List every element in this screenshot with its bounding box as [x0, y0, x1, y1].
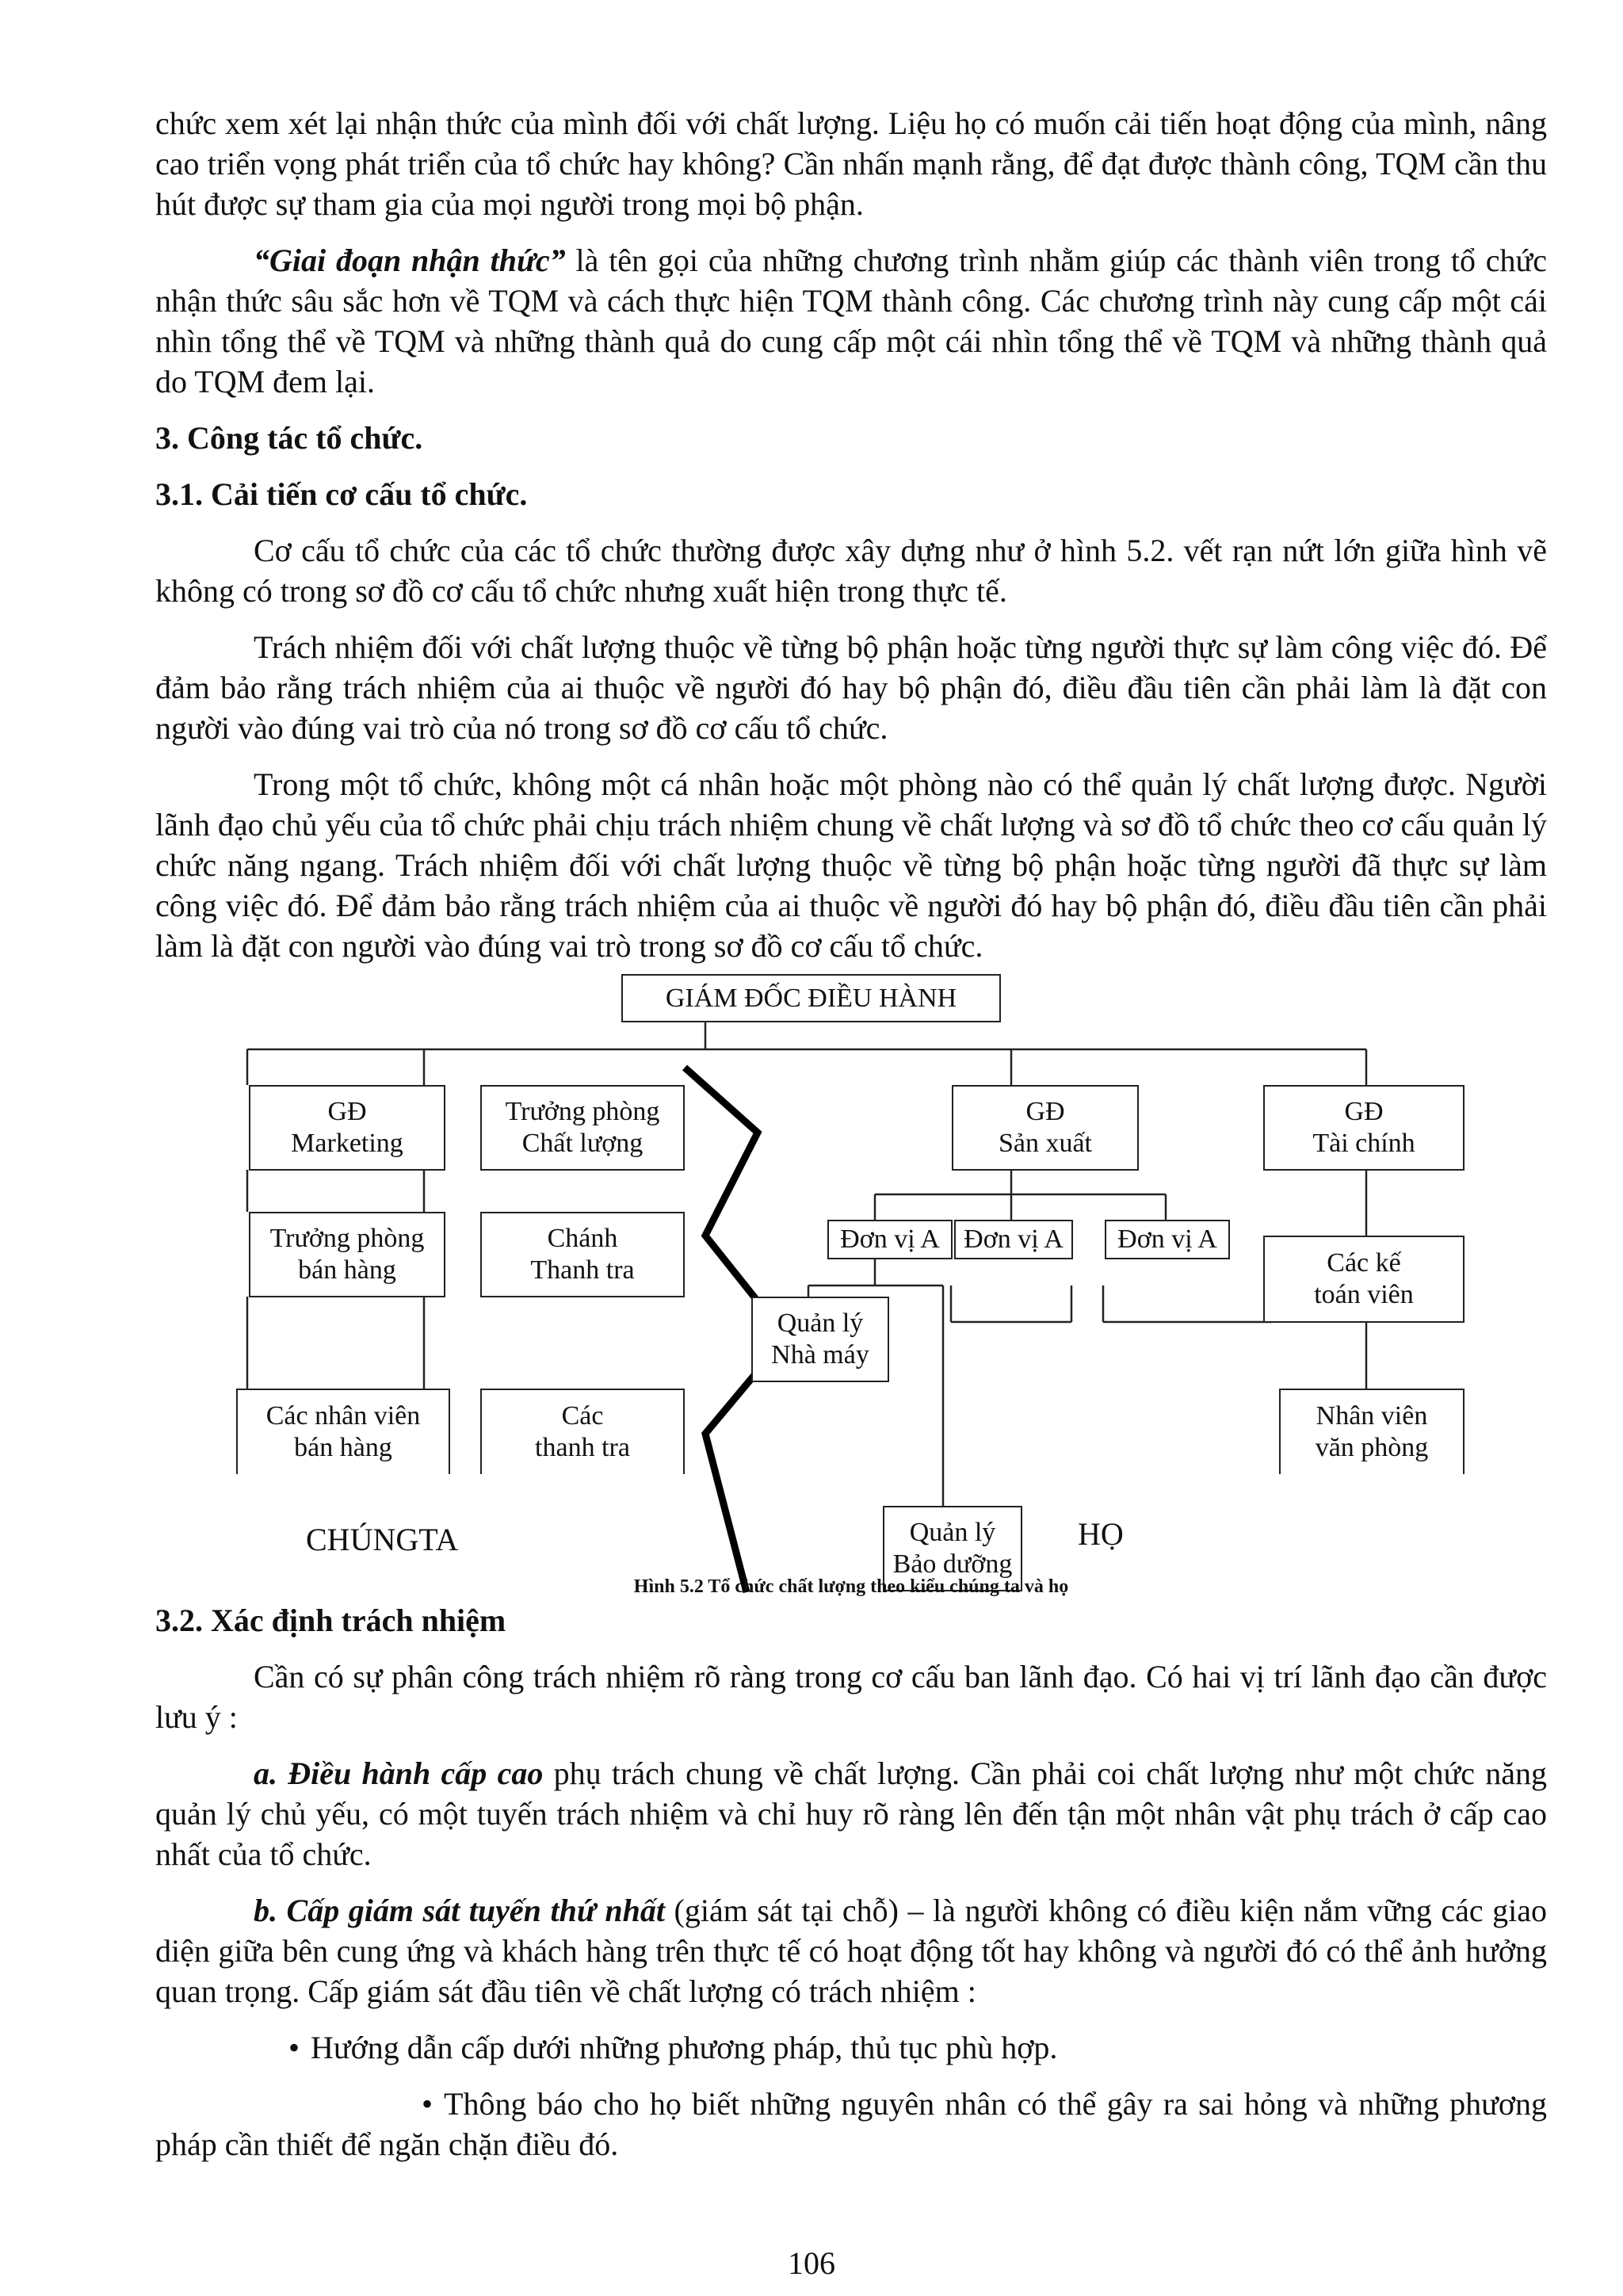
paragraph-5: Trong một tổ chức, không một cá nhân hoặc một phòng nào có thể quản lý chất lượng được. Người lãnh đạo chủ yếu của tổ chức phải chịu trách nhiệm chung về chất lượng và sơ đồ tổ chức theo cơ cấu quản lý chức năng ngang. Trách nhiệm đối với chất lượng thuộc về từng bộ phận hoặc từng người đã thực sự làm công việc đó. Để đảm bảo rằng trách nhiệm của ai thuộc về người đó hay bộ phận đó, điều đầu tiên cần phải làm là đặt con người vào đúng vai trò trong sơ đồ cơ cấu tổ chức. — [155, 766, 1547, 964]
box-line: Quản lý — [909, 1518, 996, 1547]
paragraph-4: Trách nhiệm đối với chất lượng thuộc về từng bộ phận hoặc từng người thực sự làm công việc đó. Để đảm bảo rằng trách nhiệm của ai thuộc về người đó hay bộ phận đó, điều đầu tiên cần phải làm là đặt con người vào đúng vai trò của nó trong sơ đồ cơ cấu tổ chức. — [155, 629, 1547, 746]
box-line: toán viên — [1314, 1280, 1414, 1309]
paragraph-7 — [155, 1753, 1547, 1874]
bullet-item-1 — [155, 2027, 1547, 2068]
bullet-icon: • — [288, 2030, 300, 2065]
heading-3: 3. Công tác tổ chức. — [155, 420, 423, 456]
box-line: Đơn vị A — [1117, 1224, 1217, 1254]
box-line: bán hàng — [294, 1433, 392, 1462]
unit-a-box-2 — [954, 1220, 1073, 1259]
box-line: Đơn vị A — [840, 1224, 940, 1254]
box-line: Tài chính — [1312, 1129, 1415, 1158]
box-line: Thanh tra — [530, 1255, 635, 1285]
box-line: bán hàng — [298, 1255, 396, 1285]
office-staff-box — [1279, 1389, 1465, 1474]
bullet-icon: • — [422, 2086, 433, 2122]
page-number: 106 — [788, 2245, 835, 2281]
bullet-text-1: Hướng dẫn cấp dưới những phương pháp, thủ tục phù hợp. — [311, 2030, 1058, 2065]
bullet-item-2 — [155, 2084, 1547, 2164]
box-line: văn phòng — [1315, 1433, 1429, 1462]
box-line: Chất lượng — [521, 1129, 643, 1158]
box-line: GĐ — [1344, 1097, 1384, 1126]
document-page — [155, 103, 1547, 2164]
box-line: Trưởng phòng — [505, 1097, 660, 1126]
them-label: HỌ — [1078, 1516, 1124, 1552]
paragraph-1: chức xem xét lại nhận thức của mình đối với chất lượng. Liệu họ có muốn cải tiến hoạt động của mình, nâng cao triển vọng phát triển của tổ chức hay không? Cần nhấn mạnh rằng, để đạt được thành công, TQM cần thu hút được sự tham gia của mọi người trong mọi bộ phận. — [155, 105, 1547, 222]
box-line: Nhân viên — [1316, 1401, 1428, 1431]
box-line: Quản lý — [777, 1308, 864, 1338]
org-chart-figure — [155, 974, 1547, 1600]
paragraph-8-text: (giám sát tại chỗ) – là người không có điều kiện nắm vững các giao diện giữa bên cung ứng và khách hàng trên thực tế có hoạt động tốt hay không và người đó có thể ảnh hưởng quan trọng. Cấp giám sát đầu tiên về chất lượng có trách nhiệm : — [155, 1893, 1547, 2009]
sales-staff-box — [236, 1389, 450, 1474]
figure-caption: Hình 5.2 Tổ chức chất lượng theo kiểu chúng ta và họ — [633, 1576, 1069, 1597]
box-line: Trưởng phòng — [269, 1224, 425, 1253]
box-line: Marketing — [291, 1129, 403, 1158]
box-line: Sản xuất — [998, 1129, 1093, 1158]
paragraph-8 — [155, 1890, 1547, 2011]
first-line-supervision-term: b. Cấp giám sát tuyến thứ nhất — [254, 1893, 665, 1928]
box-line: GĐ — [327, 1097, 367, 1126]
paragraph-2-text: là tên gọi của những chương trình nhằm giúp các thành viên trong tổ chức nhận thức sâu sắc hơn về TQM và cách thực hiện TQM thành công. Các chương trình này cung cấp một cái nhìn tổng thể về TQM và những thành quả do cung cấp một cái nhìn tổng thể về TQM và những thành quả do TQM đem lại. — [155, 243, 1547, 399]
unit-a-box-1 — [827, 1220, 953, 1259]
paragraph-7-text: phụ trách chung về chất lượng. Cần phải coi chất lượng như một chức năng quản lý chủ yếu, có một tuyến trách nhiệm và chỉ huy rõ ràng lên đến tận một nhân vật phụ trách ở cấp cao nhất của tổ chức. — [155, 1755, 1547, 1872]
box-line: GĐ — [1025, 1097, 1065, 1126]
inspectors-box — [480, 1389, 685, 1474]
box-line: Đơn vị A — [964, 1224, 1064, 1254]
paragraph-6: Cần có sự phân công trách nhiệm rõ ràng trong cơ cấu ban lãnh đạo. Có hai vị trí lãnh đạo cần được lưu ý : — [155, 1659, 1547, 1735]
box-line: Các kế — [1327, 1248, 1401, 1278]
ceo-box — [621, 974, 1001, 1022]
chief-inspector-box — [480, 1212, 685, 1297]
box-line: Các — [561, 1401, 604, 1431]
paragraph-3: Cơ cấu tổ chức của các tổ chức thường được xây dựng như ở hình 5.2. vết rạn nứt lớn giữa hình vẽ không có trong sơ đồ cơ cấu tổ chức nhưng xuất hiện trong thực tế. — [155, 533, 1547, 609]
quality-head-box — [480, 1085, 685, 1171]
box-line: Các nhân viên — [265, 1401, 421, 1431]
bullet-text-2: Thông báo cho họ biết những nguyên nhân có thể gây ra sai hỏng và những phương pháp cần thiết để ngăn chặn điều đó. — [155, 2086, 1547, 2162]
production-director-box — [952, 1085, 1139, 1171]
accountants-box — [1263, 1236, 1465, 1323]
finance-director-box — [1263, 1085, 1465, 1171]
ceo-label: GIÁM ĐỐC ĐIỀU HÀNH — [665, 983, 957, 1013]
box-line: Bảo dưỡng — [892, 1549, 1013, 1579]
box-line: Chánh — [547, 1224, 618, 1253]
us-label: CHÚNGTA — [306, 1522, 459, 1557]
box-line: Nhà máy — [771, 1340, 869, 1370]
sales-head-box — [249, 1212, 445, 1297]
awareness-term: “Giai đoạn nhận thức” — [254, 243, 566, 278]
marketing-director-box — [249, 1085, 445, 1171]
heading-3-2: 3.2. Xác định trách nhiệm — [155, 1603, 506, 1638]
plant-manager-box — [751, 1297, 889, 1382]
unit-a-box-3 — [1105, 1220, 1230, 1259]
heading-3-1: 3.1. Cải tiến cơ cấu tổ chức. — [155, 476, 528, 512]
box-line: thanh tra — [535, 1433, 630, 1462]
senior-management-term: a. Điều hành cấp cao — [254, 1755, 544, 1791]
paragraph-2 — [155, 240, 1547, 402]
